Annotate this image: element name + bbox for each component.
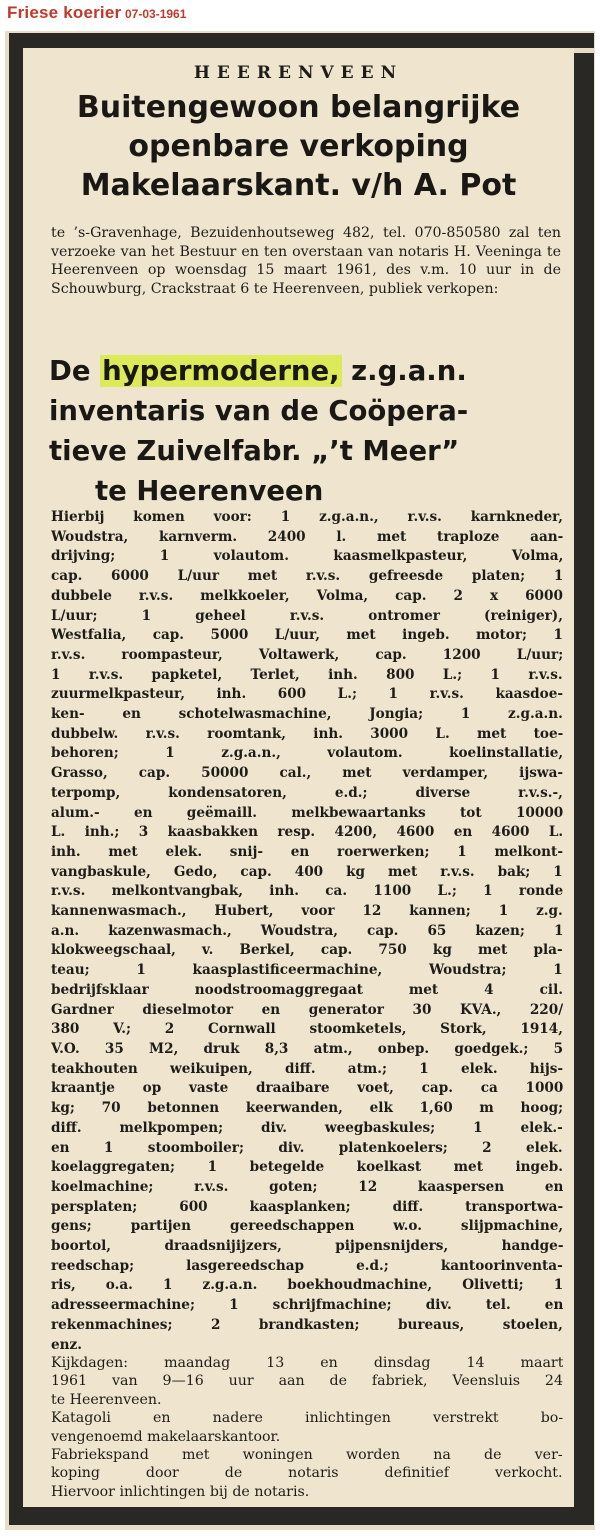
text-line: ken- en schotelwasmachine, Jongia; 1 z.g.a.n.: [51, 706, 563, 723]
text-line: klokweegschaal, v. Berkel, cap. 750 kg met pla-: [51, 942, 563, 959]
text-line: L/uur; 1 geheel r.v.s. ontromer (reiniger),: [51, 607, 563, 624]
text-line: drijving; 1 volautom. kaasmelkpasteur, Volma,: [51, 548, 563, 565]
inventory-list: [51, 508, 563, 1355]
publication-date: 07-03-1961: [125, 7, 187, 21]
headline-line: Makelaarskant. v/h A. Pot: [80, 168, 517, 203]
text-line: Fabriekspand met woningen worden na de ver-: [51, 1447, 563, 1464]
headline-line: openbare verkoping: [128, 129, 469, 164]
place-heading: HEERENVEEN: [193, 63, 404, 83]
headline-line: Buitengewoon belangrijke: [76, 90, 521, 125]
text-line: behoren; 1 z.g.a.n., volautom. koelinstallatie,: [51, 745, 563, 762]
text-line: Katagoli en nadere inlichtingen verstrekt bo-: [51, 1410, 563, 1427]
frame-border-top: [9, 33, 594, 48]
source-header: [0, 0, 600, 30]
frame-border-right: [574, 53, 594, 1523]
text-line: koelmachine; r.v.s. goten; 12 kaaspersen en: [51, 1178, 563, 1195]
closing-paragraphs: [51, 1354, 563, 1501]
text-line: ris, o.a. 1 z.g.a.n. boekhoudmachine, Olivetti; 1: [51, 1277, 563, 1294]
frame-border-bottom: [9, 1507, 594, 1525]
subheadline-line: tieve Zuivelfabr. „’t Meer”: [49, 435, 460, 467]
frame-border-left: [9, 33, 23, 1523]
text-line: 1 r.v.s. papketel, Terlet, inh. 800 L.; 1 r.v.s.: [51, 666, 563, 683]
text-line: Grasso, cap. 50000 cal., met verdamper, ijswa-: [51, 765, 563, 782]
text-line: en 1 stoomboiler; div. platenkoelers; 2 elek.: [51, 1139, 563, 1156]
subheadline-line: inventaris van de Coöpera-: [49, 395, 469, 427]
text-line: Woudstra, karnverm. 2400 l. met traploze aan-: [51, 528, 563, 545]
text-line: kg; 70 betonnen keerwanden, elk 1,60 m hoog;: [51, 1100, 563, 1117]
text-line: zuurmelkpasteur, inh. 600 L.; 1 r.v.s. kaasdoe-: [51, 686, 563, 703]
subheadline-prefix: De: [49, 355, 101, 387]
text-line: rekenmachines; 2 brandkasten; bureaus, stoelen,: [51, 1316, 563, 1333]
text-line: Gardner dieselmotor en generator 30 KVA., 220/: [51, 1001, 563, 1018]
text-line: teakhouten weikuipen, diff. atm.; 1 elek. hijs-: [51, 1060, 563, 1077]
text-line: persplaten; 600 kaasplanken; diff. transportwa-: [51, 1198, 563, 1215]
highlighted-word: hypermoderne,: [102, 355, 340, 387]
text-line: kraantje op vaste draaibare voet, cap. ca 1000: [51, 1080, 563, 1097]
text-line: dubbelw. r.v.s. roomtank, inh. 3000 L. met toe-: [51, 725, 563, 742]
text-line: cap. 6000 L/uur met r.v.s. gefreesde platen; 1: [51, 568, 563, 585]
intro-paragraph: te ’s-Gravenhage, Bezuidenhoutseweg 482, tel. 070-850580 zal ten verzoeke van het Bestuur en ten overstaan van notaris H. Veeninga te Heerenveen op woensdag 15 maart 1961, des v.m. 10 uur in de Schouwburg, Crackstraat 6 te Heerenveen, publiek verkopen:: [51, 225, 561, 297]
text-line: koelaggregaten; 1 betegelde koelkast met ingeb.: [51, 1159, 563, 1176]
headline: [23, 88, 574, 205]
subheadline: [49, 351, 569, 511]
text-line: Kijkdagen: maandag 13 en dinsdag 14 maart: [51, 1355, 563, 1371]
subheadline-rest: z.g.a.n.: [341, 355, 467, 387]
text-line: inh. met elek. snij- en roerwerken; 1 melkont-: [51, 843, 563, 860]
subheadline-line: te Heerenveen: [95, 475, 324, 507]
text-line: Westfalia, cap. 5000 L/uur, met ingeb. motor; 1: [51, 627, 563, 644]
newspaper-name: Friese koerier: [7, 3, 122, 22]
text-line: teau; 1 kaasplastificeermachine, Woudstra; 1: [51, 962, 563, 979]
text-line: adresseermachine; 1 schrijfmachine; div. tel. en: [51, 1297, 563, 1314]
text-line: r.v.s. melkontvangbak, inh. ca. 1100 L.; 1 ronde: [51, 883, 563, 900]
text-line: V.O. 35 M2, druk 8,3 atm., onbep. goedgek.; 5: [51, 1040, 563, 1057]
text-line: bedrijfsklaar noodstroomaggregaat met 4 cil.: [51, 981, 563, 998]
text-line: boortol, draadsnijijzers, pijpensnijders, handge-: [51, 1238, 563, 1255]
text-line: vengenoemd makelaarskantoor.: [51, 1428, 281, 1445]
text-line: alum.- en geëmaill. melkbewaartanks tot 10000: [51, 804, 563, 821]
text-line: enz.: [51, 1336, 82, 1353]
subheadline-line: [49, 351, 569, 391]
text-line: diff. melkpompen; div. weegbaskules; 1 elek.-: [51, 1119, 563, 1136]
text-line: kannenwasmach., Hubert, voor 12 kannen; 1 z.g.: [51, 903, 563, 920]
text-line: Hierbij komen voor: 1 z.g.a.n., r.v.s. karnkneder,: [51, 509, 563, 525]
text-line: koping door de notaris definitief verkocht.: [51, 1465, 563, 1482]
text-line: r.v.s. roompasteur, Voltawerk, cap. 1200 L/uur;: [51, 646, 563, 663]
advert-body: [23, 48, 574, 1507]
text-line: Hiervoor inlichtingen bij de notaris.: [51, 1483, 310, 1500]
text-line: gens; partijen gereedschappen w.o. slijpmachine,: [51, 1218, 563, 1235]
text-line: L. inh.; 3 kaasbakken resp. 4200, 4600 en 4600 L.: [51, 824, 563, 841]
text-line: reedschap; lasgereedschap e.d.; kantoorinventa-: [51, 1257, 563, 1274]
newspaper-clipping: [5, 31, 595, 1530]
text-line: 1961 van 9—16 uur aan de fabriek, Veensluis 24: [51, 1373, 563, 1390]
text-line: dubbele r.v.s. melkkoeler, Volma, cap. 2 x 6000: [51, 587, 563, 604]
text-line: terpomp, kondensatoren, e.d.; diverse r.v.s.-,: [51, 784, 563, 801]
text-line: 380 V.; 2 Cornwall stoomketels, Stork, 1914,: [51, 1021, 563, 1038]
text-line: a.n. kazenwasmach., Woudstra, cap. 65 kazen; 1: [51, 922, 563, 939]
text-line: vangbaskule, Gedo, cap. 400 kg met r.v.s. bak; 1: [51, 863, 563, 880]
text-line: te Heerenveen.: [51, 1391, 162, 1408]
